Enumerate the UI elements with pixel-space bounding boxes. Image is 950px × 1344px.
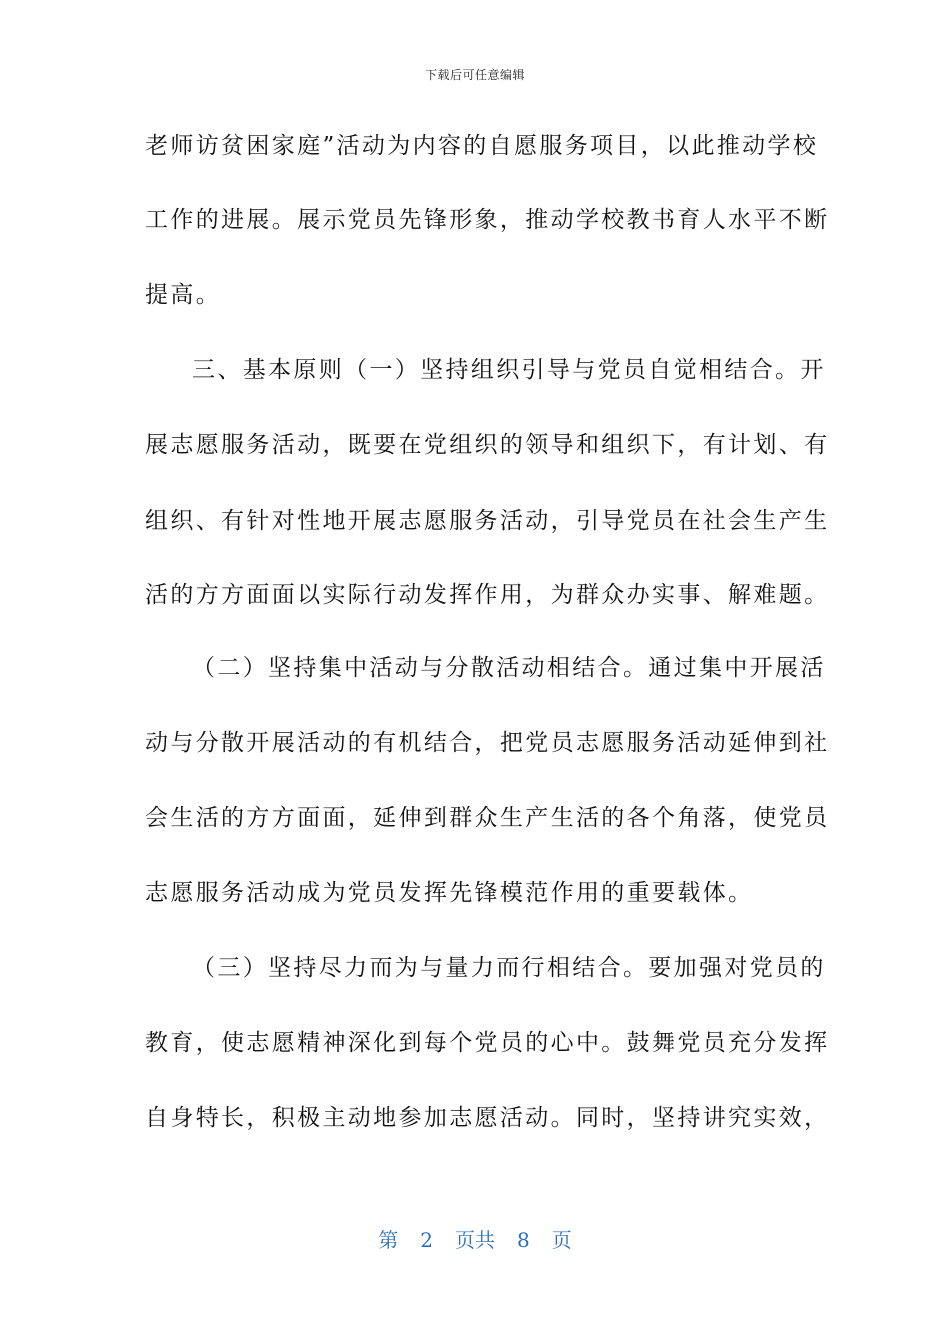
text-line: （三）坚持尽力而为与量力而行相结合。要加强对党员的	[192, 955, 826, 981]
page-label-middle: 页共	[455, 1228, 495, 1252]
text-line: 活的方方面面以实际行动发挥作用，为群众办实事、解难题。	[145, 582, 830, 608]
text-line: 自身特长，积极主动地参加志愿活动。同时，坚持讲究实效，	[145, 1105, 830, 1131]
text-line: （二）坚持集中活动与分散活动相结合。通过集中开展活	[192, 655, 826, 681]
text-line: 老师访贫困家庭”活动为内容的自愿服务项目，以此推动学校	[145, 133, 819, 159]
text-line: 志愿服务活动成为党员发挥先锋模范作用的重要载体。	[145, 880, 754, 906]
text-line: 会生活的方方面面，延伸到群众生产生活的各个角落，使党员	[145, 805, 830, 831]
page-number-footer	[0, 1224, 950, 1253]
total-pages-number: 8	[517, 1228, 530, 1252]
text-line: 三、基本原则（一）坚持组织引导与党员自觉相结合。开	[192, 357, 826, 383]
text-line: 动与分散开展活动的有机结合，把党员志愿服务活动延伸到社	[145, 730, 830, 756]
text-line: 组织、有针对性地开展志愿服务活动，引导党员在社会生产生	[145, 508, 830, 534]
page-label-prefix: 第	[378, 1228, 399, 1252]
page-header-note: 下载后可任意编辑	[424, 68, 525, 82]
text-line: 工作的进展。展示党员先锋形象，推动学校教书育人水平不断	[145, 207, 830, 233]
text-line: 提高。	[145, 282, 222, 308]
page-label-suffix: 页	[551, 1228, 572, 1252]
current-page-number: 2	[420, 1228, 433, 1252]
text-line: 教育，使志愿精神深化到每个党员的心中。鼓舞党员充分发挥	[145, 1030, 830, 1056]
text-line: 展志愿服务活动，既要在党组织的领导和组织下，有计划、有	[145, 432, 830, 458]
